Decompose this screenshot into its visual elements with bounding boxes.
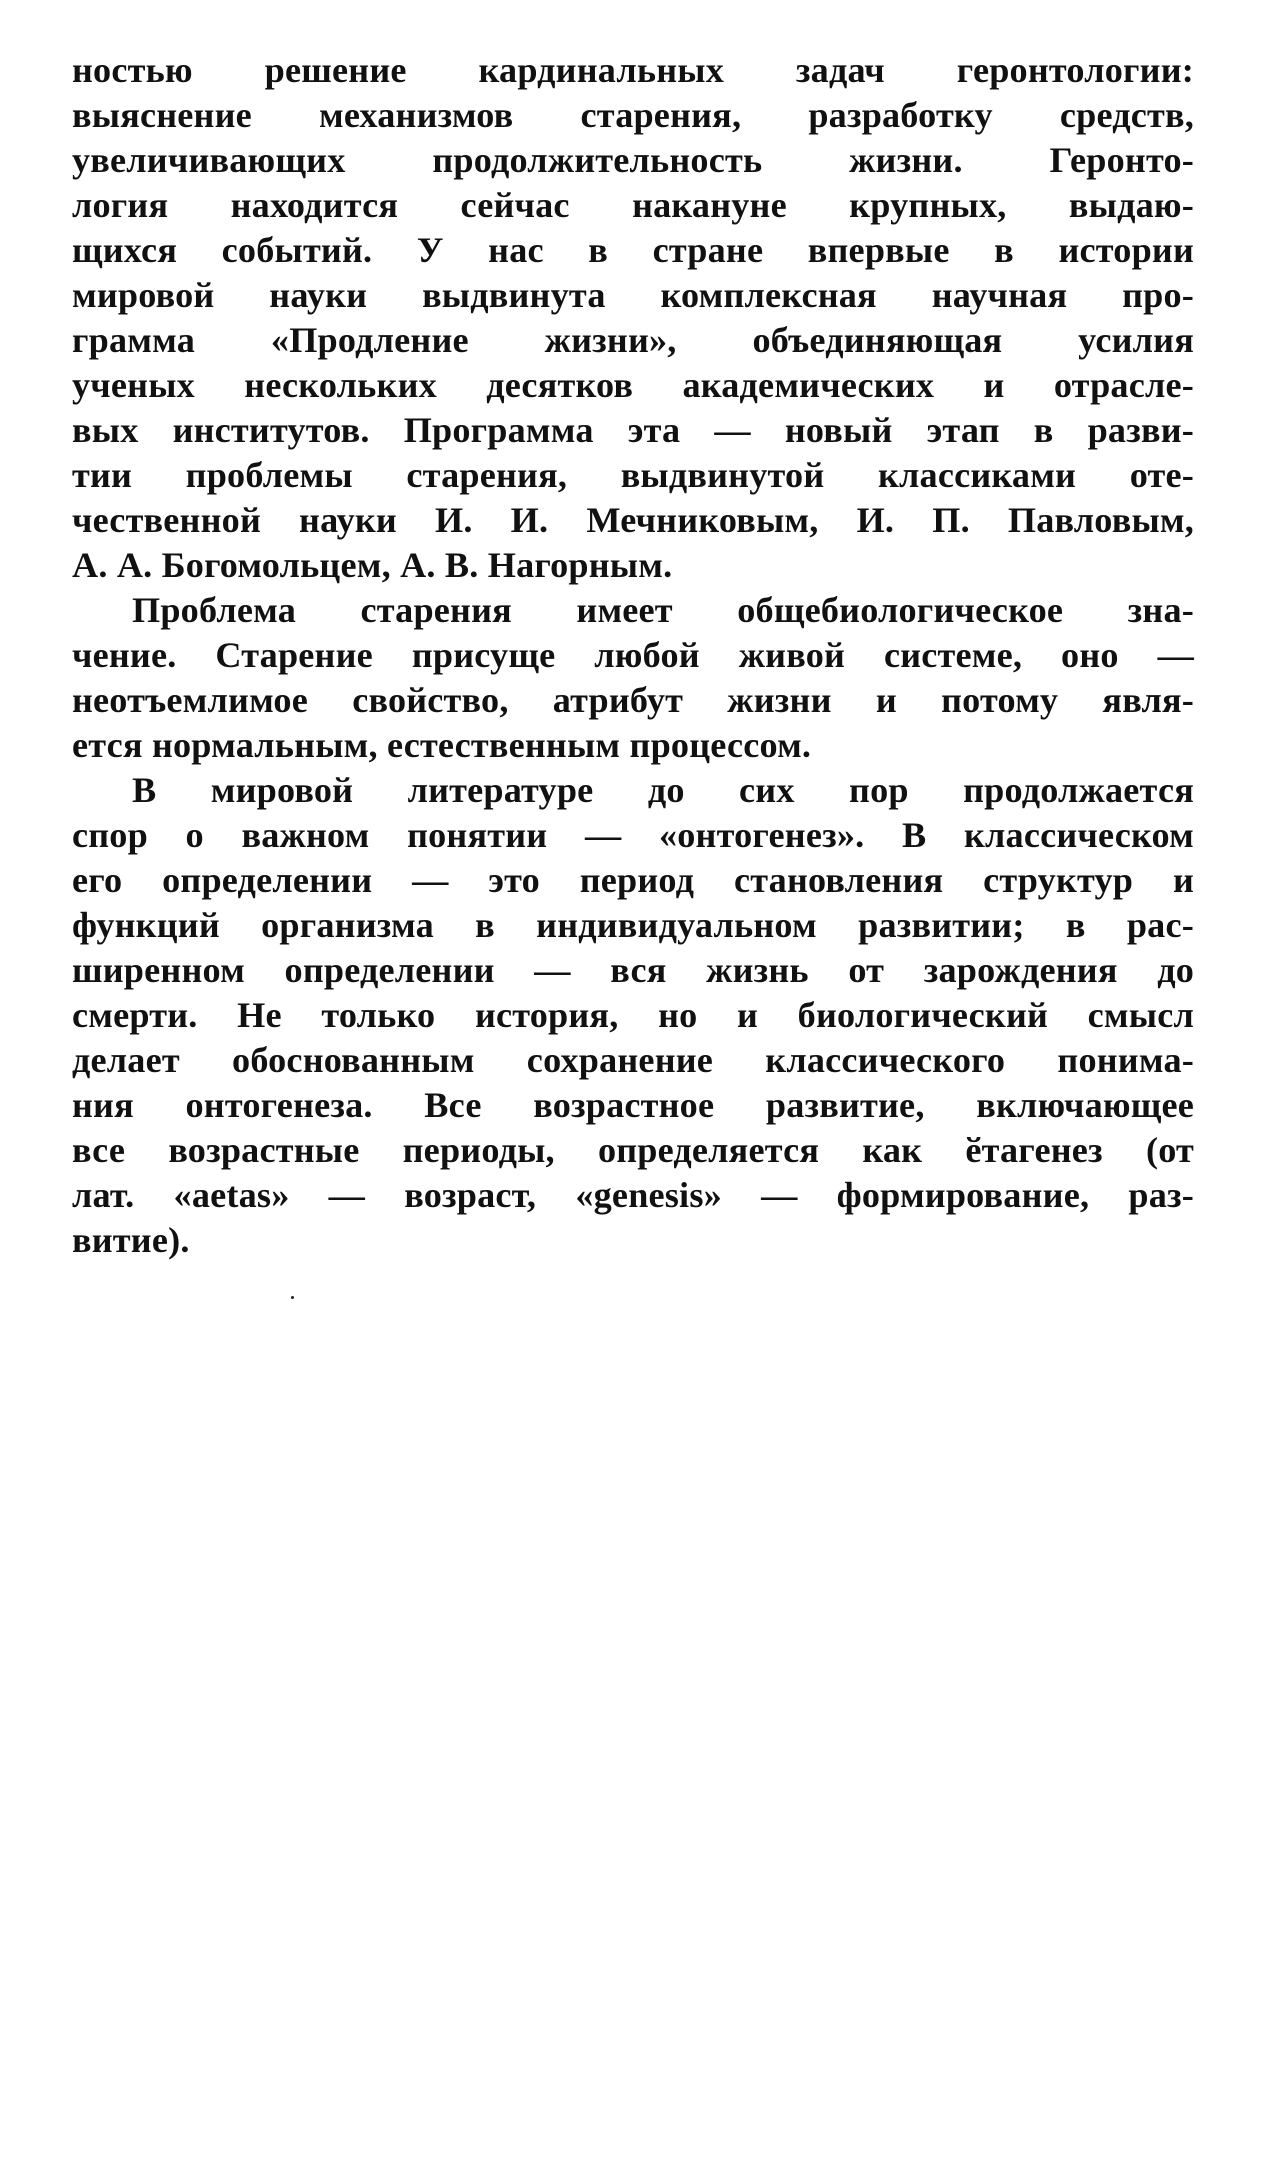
text-line: ется нормальным, естественным процессом. [72, 725, 812, 765]
text-line: вых институтов. Программа эта — новый этап в разви- [72, 410, 1194, 450]
text-line: выяснение механизмов старения, разработку средств, [72, 95, 1194, 135]
paragraph-2 [72, 588, 1194, 768]
text-line: смерти. Не только история, но и биологический смысл [72, 995, 1194, 1035]
text-line: ностью решение кардинальных задач геронтологии: [72, 50, 1194, 90]
text-line: увеличивающих продолжительность жизни. Геронто- [72, 140, 1194, 180]
text-line: мировой науки выдвинута комплексная научная про- [72, 275, 1194, 315]
text-line: спор о важном понятии — «онтогенез». В классическом [72, 815, 1194, 855]
text-line: ученых нескольких десятков академических и отрасле- [72, 365, 1194, 405]
print-speck [291, 1296, 294, 1299]
text-line: грамма «Продление жизни», объединяющая усилия [72, 320, 1194, 360]
text-line: ширенном определении — вся жизнь от зарождения до [72, 950, 1194, 990]
text-line: чение. Старение присуще любой живой системе, оно — [72, 635, 1194, 675]
paragraph-1 [72, 48, 1194, 588]
text-line: делает обоснованным сохранение классического понима- [72, 1040, 1194, 1080]
text-line: все возрастные периоды, определяется как ӗтагенез (от [72, 1130, 1194, 1170]
text-line: лат. «aetas» — возраст, «genesis» — формирование, раз- [72, 1175, 1194, 1215]
text-line: В мировой литературе до сих пор продолжается [132, 770, 1194, 810]
text-line: А. А. Богомольцем, А. В. Нагорным. [72, 545, 673, 585]
text-line: тии проблемы старения, выдвинутой классиками оте- [72, 455, 1194, 495]
text-line: Проблема старения имеет общебиологическое зна- [132, 590, 1194, 630]
document-page [72, 48, 1194, 1263]
text-line: логия находится сейчас накануне крупных, выдаю- [72, 185, 1194, 225]
text-line: функций организма в индивидуальном развитии; в рас- [72, 905, 1194, 945]
text-line: его определении — это период становления структур и [72, 860, 1194, 900]
text-line: витие). [72, 1220, 190, 1260]
paragraph-3 [72, 768, 1194, 1263]
text-line: чественной науки И. И. Мечниковым, И. П. Павловым, [72, 500, 1194, 540]
text-line: ния онтогенеза. Все возрастное развитие, включающее [72, 1085, 1194, 1125]
text-line: щихся событий. У нас в стране впервые в истории [72, 230, 1194, 270]
text-line: неотъемлимое свойство, атрибут жизни и потому явля- [72, 680, 1194, 720]
